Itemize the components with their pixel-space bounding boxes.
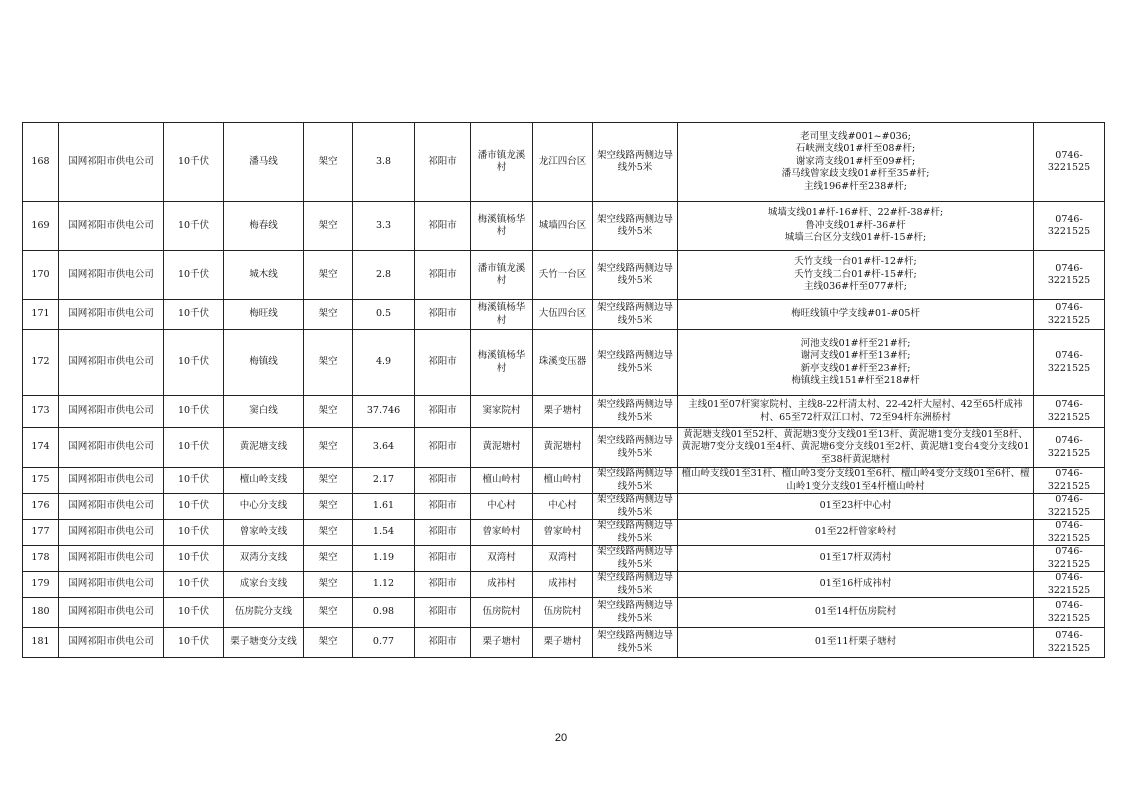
length-cell: 3.64	[353, 428, 415, 468]
company-cell: 国网祁阳市供电公司	[59, 123, 164, 202]
town-village-cell: 成祎村	[471, 572, 533, 598]
pole-segments-cell: 主线01至07杆窦家院村、主线8-22杆清太村、22-42杆大屋村、42至65杆成祎村、65至72杆双江口村、72至94杆东洲桥村	[678, 396, 1034, 428]
row-number: 179	[23, 572, 59, 598]
town-village-cell: 梅溪镇杨华村	[471, 330, 533, 396]
pole-segments-cell: 梅旺线镇中学支线#01-#05杆	[678, 300, 1034, 330]
company-cell: 国网祁阳市供电公司	[59, 468, 164, 494]
voltage-cell: 10千伏	[164, 251, 224, 300]
company-cell: 国网祁阳市供电公司	[59, 494, 164, 520]
length-cell: 3.8	[353, 123, 415, 202]
pole-segments-cell: 老司里支线#001~#036; 石峡洲支线01#杆至08#杆; 谢家湾支线01#杆至09#杆; 潘马线曾家歧支线01#杆至35#杆; 主线196#杆至238#杆;	[678, 123, 1034, 202]
length-cell: 4.9	[353, 330, 415, 396]
table-row	[23, 628, 1105, 658]
contact-phone-cell: 0746-3221525	[1034, 202, 1105, 251]
table-row	[23, 330, 1105, 396]
line-name-cell: 中心分支线	[224, 494, 304, 520]
protection-range-cell: 架空线路两侧边导线外5米	[593, 628, 678, 658]
table-row	[23, 202, 1105, 251]
line-type-cell: 架空	[304, 396, 353, 428]
table-row	[23, 520, 1105, 546]
row-number: 175	[23, 468, 59, 494]
voltage-cell: 10千伏	[164, 628, 224, 658]
city-cell: 祁阳市	[415, 330, 471, 396]
contact-phone-cell: 0746-3221525	[1034, 598, 1105, 628]
pole-segments-cell: 01至22杆曾家岭村	[678, 520, 1034, 546]
protection-range-cell: 架空线路两侧边导线外5米	[593, 123, 678, 202]
pole-segments-cell: 01至17杆双湾村	[678, 546, 1034, 572]
station-area-cell: 栗子塘村	[533, 396, 593, 428]
station-area-cell: 黄泥塘村	[533, 428, 593, 468]
company-cell: 国网祁阳市供电公司	[59, 546, 164, 572]
city-cell: 祁阳市	[415, 598, 471, 628]
town-village-cell: 栗子塘村	[471, 628, 533, 658]
town-village-cell: 伍房院村	[471, 598, 533, 628]
length-cell: 1.19	[353, 546, 415, 572]
city-cell: 祁阳市	[415, 572, 471, 598]
line-type-cell: 架空	[304, 520, 353, 546]
station-area-cell: 龙江四台区	[533, 123, 593, 202]
station-area-cell: 中心村	[533, 494, 593, 520]
protection-range-cell: 架空线路两侧边导线外5米	[593, 396, 678, 428]
company-cell: 国网祁阳市供电公司	[59, 330, 164, 396]
row-number: 170	[23, 251, 59, 300]
length-cell: 0.5	[353, 300, 415, 330]
voltage-cell: 10千伏	[164, 572, 224, 598]
line-type-cell: 架空	[304, 428, 353, 468]
city-cell: 祁阳市	[415, 520, 471, 546]
line-type-cell: 架空	[304, 572, 353, 598]
station-area-cell: 曾家岭村	[533, 520, 593, 546]
city-cell: 祁阳市	[415, 468, 471, 494]
town-village-cell: 梅溪镇杨华村	[471, 300, 533, 330]
town-village-cell: 潘市镇龙溪村	[471, 251, 533, 300]
pole-segments-cell: 河池支线01#杆至21#杆; 谢河支线01#杆至13#杆; 新亭支线01#杆至23#杆; 梅镇线主线151#杆至218#杆	[678, 330, 1034, 396]
row-number: 171	[23, 300, 59, 330]
contact-phone-cell: 0746-3221525	[1034, 494, 1105, 520]
line-name-cell: 潘马线	[224, 123, 304, 202]
row-number: 178	[23, 546, 59, 572]
length-cell: 1.54	[353, 520, 415, 546]
line-type-cell: 架空	[304, 300, 353, 330]
line-type-cell: 架空	[304, 494, 353, 520]
length-cell: 2.17	[353, 468, 415, 494]
voltage-cell: 10千伏	[164, 428, 224, 468]
page-number: 20	[554, 732, 568, 744]
station-area-cell: 城墙四台区	[533, 202, 593, 251]
company-cell: 国网祁阳市供电公司	[59, 572, 164, 598]
town-village-cell: 梅溪镇杨华村	[471, 202, 533, 251]
voltage-cell: 10千伏	[164, 468, 224, 494]
pole-segments-cell: 城墙支线01#杆-16#杆、22#杆-38#杆; 鲁冲支线01#杆-36#杆 城墙三台区分支线01#杆-15#杆;	[678, 202, 1034, 251]
protection-range-cell: 架空线路两侧边导线外5米	[593, 468, 678, 494]
row-number: 180	[23, 598, 59, 628]
pole-segments-cell: 檀山岭支线01至31杆、檀山岭3变分支线01至6杆、檀山岭4变分支线01至6杆、檀山岭1变分支线01至4杆檀山岭村	[678, 468, 1034, 494]
contact-phone-cell: 0746-3221525	[1034, 123, 1105, 202]
line-name-cell: 曾家岭支线	[224, 520, 304, 546]
voltage-cell: 10千伏	[164, 494, 224, 520]
table-row	[23, 494, 1105, 520]
line-type-cell: 架空	[304, 468, 353, 494]
row-number: 181	[23, 628, 59, 658]
company-cell: 国网祁阳市供电公司	[59, 520, 164, 546]
row-number: 174	[23, 428, 59, 468]
line-name-cell: 梅旺线	[224, 300, 304, 330]
length-cell: 1.12	[353, 572, 415, 598]
city-cell: 祁阳市	[415, 396, 471, 428]
row-number: 173	[23, 396, 59, 428]
line-name-cell: 双湾分支线	[224, 546, 304, 572]
city-cell: 祁阳市	[415, 202, 471, 251]
voltage-cell: 10千伏	[164, 330, 224, 396]
table-row	[23, 572, 1105, 598]
row-number: 172	[23, 330, 59, 396]
town-village-cell: 曾家岭村	[471, 520, 533, 546]
table-row	[23, 546, 1105, 572]
city-cell: 祁阳市	[415, 251, 471, 300]
protection-range-cell: 架空线路两侧边导线外5米	[593, 330, 678, 396]
company-cell: 国网祁阳市供电公司	[59, 300, 164, 330]
row-number: 176	[23, 494, 59, 520]
line-type-cell: 架空	[304, 330, 353, 396]
station-area-cell: 伍房院村	[533, 598, 593, 628]
table-row	[23, 598, 1105, 628]
protection-range-cell: 架空线路两侧边导线外5米	[593, 300, 678, 330]
company-cell: 国网祁阳市供电公司	[59, 396, 164, 428]
line-name-cell: 黄泥塘支线	[224, 428, 304, 468]
protection-range-cell: 架空线路两侧边导线外5米	[593, 598, 678, 628]
company-cell: 国网祁阳市供电公司	[59, 428, 164, 468]
table-row	[23, 300, 1105, 330]
town-village-cell: 潘市镇龙溪村	[471, 123, 533, 202]
protection-range-cell: 架空线路两侧边导线外5米	[593, 520, 678, 546]
row-number: 168	[23, 123, 59, 202]
voltage-cell: 10千伏	[164, 520, 224, 546]
company-cell: 国网祁阳市供电公司	[59, 598, 164, 628]
voltage-cell: 10千伏	[164, 598, 224, 628]
line-type-cell: 架空	[304, 546, 353, 572]
length-cell: 3.3	[353, 202, 415, 251]
line-name-cell: 梅镇线	[224, 330, 304, 396]
town-village-cell: 窦家院村	[471, 396, 533, 428]
station-area-cell: 珠溪变压器	[533, 330, 593, 396]
line-type-cell: 架空	[304, 123, 353, 202]
town-village-cell: 黄泥塘村	[471, 428, 533, 468]
protection-range-cell: 架空线路两侧边导线外5米	[593, 572, 678, 598]
length-cell: 1.61	[353, 494, 415, 520]
voltage-cell: 10千伏	[164, 546, 224, 572]
contact-phone-cell: 0746-3221525	[1034, 572, 1105, 598]
company-cell: 国网祁阳市供电公司	[59, 628, 164, 658]
length-cell: 37.746	[353, 396, 415, 428]
voltage-cell: 10千伏	[164, 300, 224, 330]
station-area-cell: 大伍四台区	[533, 300, 593, 330]
protection-range-cell: 架空线路两侧边导线外5米	[593, 546, 678, 572]
contact-phone-cell: 0746-3221525	[1034, 628, 1105, 658]
protection-range-cell: 架空线路两侧边导线外5米	[593, 251, 678, 300]
city-cell: 祁阳市	[415, 428, 471, 468]
table-row	[23, 251, 1105, 300]
town-village-cell: 中心村	[471, 494, 533, 520]
line-type-cell: 架空	[304, 202, 353, 251]
pole-segments-cell: 01至23杆中心村	[678, 494, 1034, 520]
row-number: 169	[23, 202, 59, 251]
pole-segments-cell: 01至16杆成祎村	[678, 572, 1034, 598]
line-type-cell: 架空	[304, 598, 353, 628]
station-area-cell: 成祎村	[533, 572, 593, 598]
line-type-cell: 架空	[304, 628, 353, 658]
station-area-cell: 檀山岭村	[533, 468, 593, 494]
contact-phone-cell: 0746-3221525	[1034, 428, 1105, 468]
company-cell: 国网祁阳市供电公司	[59, 202, 164, 251]
voltage-cell: 10千伏	[164, 396, 224, 428]
table-row	[23, 396, 1105, 428]
length-cell: 0.98	[353, 598, 415, 628]
line-name-cell: 檀山岭支线	[224, 468, 304, 494]
line-name-cell: 成家台支线	[224, 572, 304, 598]
contact-phone-cell: 0746-3221525	[1034, 251, 1105, 300]
line-name-cell: 栗子塘变分支线	[224, 628, 304, 658]
town-village-cell: 双湾村	[471, 546, 533, 572]
table-row	[23, 123, 1105, 202]
pole-segments-cell: 01至11杆栗子塘村	[678, 628, 1034, 658]
length-cell: 0.77	[353, 628, 415, 658]
protection-range-cell: 架空线路两侧边导线外5米	[593, 494, 678, 520]
voltage-cell: 10千伏	[164, 123, 224, 202]
station-area-cell: 双湾村	[533, 546, 593, 572]
city-cell: 祁阳市	[415, 494, 471, 520]
table-row	[23, 428, 1105, 468]
line-name-cell: 梅春线	[224, 202, 304, 251]
protection-range-cell: 架空线路两侧边导线外5米	[593, 202, 678, 251]
table-row	[23, 468, 1105, 494]
pole-segments-cell: 夭竹支线一台01#杆-12#杆; 夭竹支线二台01#杆-15#杆; 主线036#杆至077#杆;	[678, 251, 1034, 300]
voltage-cell: 10千伏	[164, 202, 224, 251]
protection-range-cell: 架空线路两侧边导线外5米	[593, 428, 678, 468]
contact-phone-cell: 0746-3221525	[1034, 330, 1105, 396]
city-cell: 祁阳市	[415, 546, 471, 572]
pole-segments-cell: 黄泥塘支线01至52杆、黄泥塘3变分支线01至13杆、黄泥塘1变分支线01至8杆、黄泥塘7变分支线01至4杆、黄泥塘6变分支线01至2杆、黄泥塘1变台4变分支线01至38杆黄泥塘村	[678, 428, 1034, 468]
town-village-cell: 檀山岭村	[471, 468, 533, 494]
station-area-cell: 夭竹一台区	[533, 251, 593, 300]
length-cell: 2.8	[353, 251, 415, 300]
line-name-cell: 城木线	[224, 251, 304, 300]
row-number: 177	[23, 520, 59, 546]
contact-phone-cell: 0746-3221525	[1034, 468, 1105, 494]
contact-phone-cell: 0746-3221525	[1034, 396, 1105, 428]
power-line-protection-table	[22, 122, 1105, 658]
city-cell: 祁阳市	[415, 628, 471, 658]
pole-segments-cell: 01至14杆伍房院村	[678, 598, 1034, 628]
line-name-cell: 伍房院分支线	[224, 598, 304, 628]
company-cell: 国网祁阳市供电公司	[59, 251, 164, 300]
line-type-cell: 架空	[304, 251, 353, 300]
contact-phone-cell: 0746-3221525	[1034, 520, 1105, 546]
station-area-cell: 栗子塘村	[533, 628, 593, 658]
line-name-cell: 窦白线	[224, 396, 304, 428]
contact-phone-cell: 0746-3221525	[1034, 546, 1105, 572]
contact-phone-cell: 0746-3221525	[1034, 300, 1105, 330]
city-cell: 祁阳市	[415, 123, 471, 202]
city-cell: 祁阳市	[415, 300, 471, 330]
